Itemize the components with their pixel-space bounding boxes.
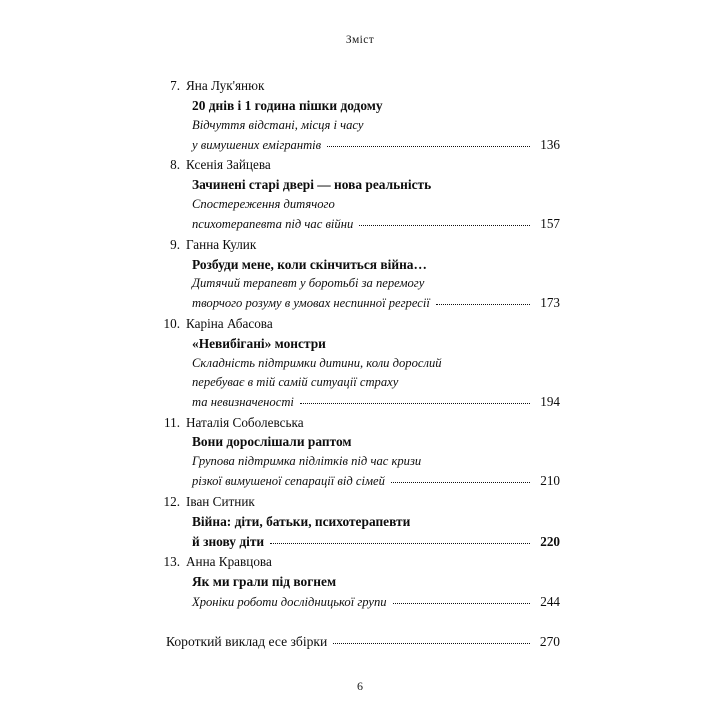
list-item[interactable]	[160, 552, 560, 612]
entry-subtitle-line: Дитячий терапевт у боротьбі за перемогу	[192, 276, 425, 291]
entry-subtitle-line-with-page	[192, 392, 560, 412]
entry-subtitle-line-with-page	[192, 592, 560, 612]
entry-subtitle-text: Хроніки роботи дослідницької групи	[192, 595, 387, 609]
entry-subtitle-line: Відчуття відстані, місця і часу	[192, 117, 364, 132]
dot-leader	[300, 403, 530, 404]
entry-subtitle-line: перебуває в тій самій ситуації страху	[192, 374, 399, 389]
entry-title: Як ми грали під вогнем	[192, 574, 337, 590]
entry-title: Вони дорослішали раптом	[192, 434, 352, 450]
running-head: Зміст	[345, 34, 375, 46]
entry-body	[160, 512, 560, 552]
author-line	[160, 235, 560, 255]
entry-author: Наталія Соболевська	[186, 414, 304, 430]
entry-number: 9.	[170, 236, 180, 252]
dot-leader	[327, 146, 530, 147]
entry-number: 13.	[163, 554, 180, 570]
summary-label: Короткий виклад есе збірки	[166, 633, 328, 649]
entry-page: 136	[540, 136, 560, 152]
summary-page: 270	[539, 633, 560, 649]
dot-leader	[393, 603, 530, 604]
entry-subtitle-text: та невизначеності	[192, 394, 294, 409]
list-item[interactable]	[160, 235, 560, 313]
author-line	[160, 76, 560, 96]
list-item[interactable]	[160, 314, 560, 411]
entry-author: Іван Ситник	[186, 493, 255, 509]
entry-title: «Невибігані» монстри	[192, 336, 326, 352]
entry-author: Каріна Абасова	[186, 316, 273, 332]
entry-subtitle-text: у вимушених емігрантів	[192, 137, 322, 152]
entry-number: 12.	[163, 493, 180, 509]
entry-author: Анна Кравцова	[186, 554, 272, 570]
entry-subtitle-line: Складність підтримки дитини, коли дорослий	[192, 355, 442, 370]
table-of-contents	[160, 76, 560, 650]
entry-page: 220	[540, 533, 560, 549]
author-line	[160, 492, 560, 512]
entry-subtitle-text: психотерапевта під час війни	[192, 216, 354, 231]
entry-number: 8.	[170, 157, 180, 173]
entry-body	[160, 255, 560, 314]
list-item[interactable]	[160, 76, 560, 154]
list-item[interactable]	[160, 492, 560, 551]
entry-number: 11.	[164, 414, 180, 430]
entry-body	[160, 96, 560, 155]
summary-row	[166, 634, 560, 650]
entry-subtitle-line-with-page	[192, 135, 560, 155]
entry-author: Ганна Кулик	[186, 236, 257, 252]
author-line	[160, 314, 560, 334]
dot-leader	[270, 543, 530, 544]
dot-leader	[436, 304, 530, 305]
entry-author: Яна Лук'янюк	[186, 78, 265, 93]
entry-subtitle-text: творчого розуму в умовах неспинної регресії	[192, 296, 430, 311]
entry-title: Розбуди мене, коли скінчиться війна…	[192, 256, 427, 272]
dot-leader	[359, 225, 530, 226]
entry-page: 244	[540, 594, 560, 609]
entry-page: 194	[540, 393, 560, 409]
entry-body	[160, 432, 560, 491]
dot-leader	[391, 482, 530, 483]
entry-title-line-with-page	[192, 532, 560, 552]
entry-subtitle-line: Групова підтримка підлітків під час кризи	[192, 454, 422, 469]
entry-author: Ксенія Зайцева	[186, 157, 271, 173]
author-line	[160, 155, 560, 175]
dot-leader	[333, 643, 530, 644]
page-number: 6	[357, 679, 363, 693]
entry-title: Зачинені старі двері — нова реальність	[192, 177, 432, 193]
entry-page: 210	[540, 473, 560, 489]
entry-title: 20 днів і 1 година пішки додому	[192, 97, 383, 113]
entry-body	[160, 572, 560, 612]
entry-title: Війна: діти, батьки, психотерапевти	[192, 513, 411, 529]
entry-number: 7.	[170, 78, 180, 93]
entry-subtitle-line-with-page	[192, 214, 560, 234]
entry-subtitle-line: Спостереження дитячого	[192, 197, 335, 212]
entry-subtitle-line-with-page	[192, 471, 560, 491]
list-item-summary[interactable]	[160, 634, 560, 650]
entry-page: 173	[540, 295, 560, 311]
author-line	[160, 552, 560, 572]
entry-number: 10.	[163, 316, 180, 332]
list-item[interactable]	[160, 413, 560, 491]
entry-body	[160, 175, 560, 234]
entry-body	[160, 334, 560, 412]
entry-subtitle-text: різкої вимушеної сепарації від сімей	[192, 474, 385, 489]
list-item[interactable]	[160, 155, 560, 233]
entry-subtitle-line-with-page	[192, 293, 560, 313]
entry-title-continuation: й знову діти	[192, 533, 265, 549]
author-line	[160, 413, 560, 433]
entry-page: 157	[540, 215, 560, 231]
